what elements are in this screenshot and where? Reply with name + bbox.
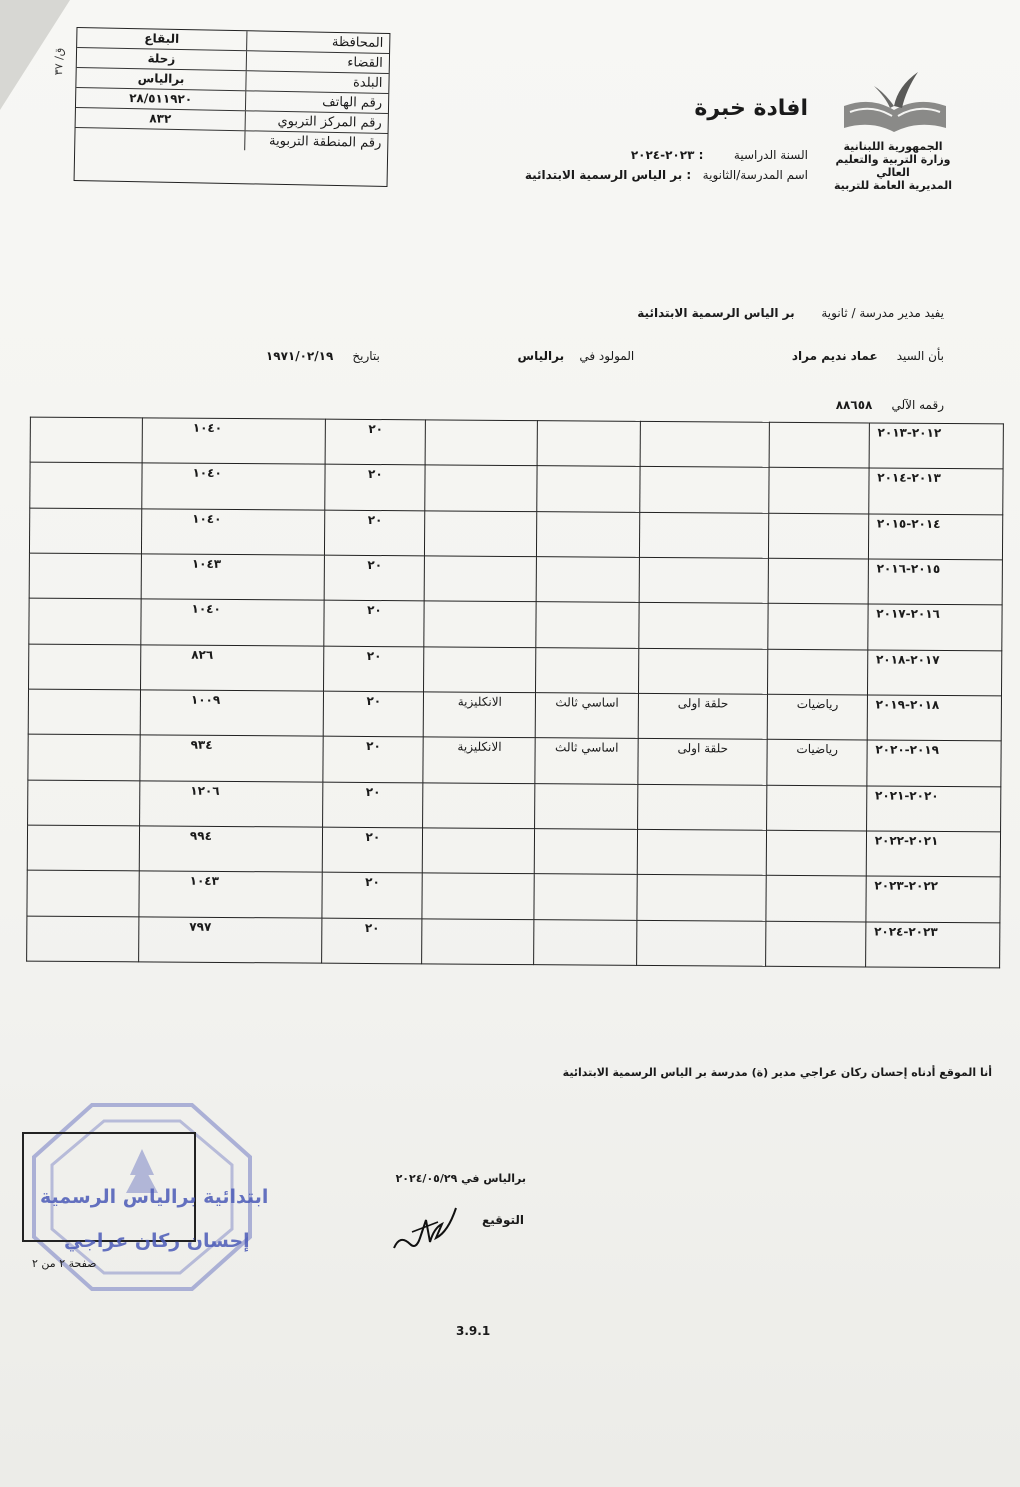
cycle-cell: [637, 829, 767, 875]
hours-cell: ٢٠: [323, 782, 423, 828]
total-cell: ٩٩٤: [139, 826, 323, 873]
empty-cell: [29, 553, 141, 599]
info-value: [75, 128, 244, 150]
person-prefix: بأن السيد: [896, 349, 944, 363]
reg-value: ٨٨٦٥٨: [835, 398, 873, 412]
hours-cell: ٢٠: [323, 736, 423, 782]
cycle-cell: [640, 421, 770, 467]
table-row: [30, 417, 1003, 469]
subject-cell: رياضيات: [768, 694, 868, 740]
born-label: المولود في: [579, 349, 635, 363]
language-cell: [425, 420, 537, 466]
cycle-cell: [640, 467, 770, 513]
reg-label: رقمه الآلي: [891, 398, 944, 412]
level-cell: اساسي ثالث: [535, 738, 638, 784]
info-label: البلدة: [245, 71, 388, 93]
hours-cell: ٢٠: [325, 464, 425, 510]
empty-cell: [27, 870, 139, 916]
total-cell: ١٠٤٠: [141, 509, 325, 556]
language-cell: [425, 556, 537, 602]
school-value: : بر الياس الرسمية الابتدائية: [524, 168, 692, 182]
table-row: [29, 598, 1002, 650]
hours-cell: ٢٠: [324, 600, 424, 646]
year-cell: ٢٠١٥-٢٠١٦: [868, 559, 1003, 605]
document-title: افادة خبرة: [694, 96, 808, 121]
form-code: 3.9.1: [456, 1324, 491, 1338]
total-cell: ١٠٤٠: [141, 599, 325, 646]
intro-school: بر الياس الرسمية الابتدائية: [637, 306, 795, 320]
total-cell: ١٠٤٣: [141, 554, 325, 601]
empty-cell: [30, 417, 142, 463]
location-info-box: [74, 27, 391, 187]
table-row: [29, 508, 1002, 560]
language-cell: الانكليزية: [423, 737, 535, 783]
born-place: برالياس: [517, 349, 565, 363]
table-row: [27, 916, 1000, 968]
language-cell: [424, 601, 536, 647]
level-cell: [537, 557, 640, 603]
info-value: البقاع: [144, 31, 180, 46]
level-cell: [535, 829, 638, 875]
ministry-name: [828, 140, 958, 192]
hours-cell: ٢٠: [322, 872, 422, 918]
year-cell: ٢٠٢٠-٢٠٢١: [866, 786, 1001, 832]
subject-cell: [769, 468, 869, 514]
language-cell: [423, 828, 535, 874]
year-cell: ٢٠١٤-٢٠١٥: [868, 514, 1003, 560]
declaration-text: أنا الموقع أدناه إحسان ركان عراجي مدير (ة) مدرسة بر الياس الرسمية الابتدائية: [562, 1066, 992, 1079]
academic-year-line: [631, 148, 808, 162]
handwritten-signature: [390, 1198, 460, 1258]
stamp-school: ابتدائية برالياس الرسمية: [40, 1186, 269, 1208]
level-cell: [536, 602, 639, 648]
year-cell: ٢٠١٩-٢٠٢٠: [867, 740, 1002, 786]
hours-cell: ٢٠: [322, 918, 422, 964]
table-row: [28, 689, 1001, 741]
table-row: [27, 825, 1000, 877]
table-row: [29, 644, 1002, 696]
hours-cell: ٢٠: [324, 555, 424, 601]
side-note: ق/ ٣٧: [52, 47, 66, 76]
cycle-cell: [637, 875, 767, 921]
subject-cell: [770, 422, 870, 468]
ministry-line-3: المديرية العامة للتربية: [833, 179, 953, 192]
intro-line: [637, 306, 944, 320]
empty-cell: [29, 508, 141, 554]
year-cell: ٢٠١٢-٢٠١٣: [869, 423, 1004, 469]
year-cell: ٢٠١٣-٢٠١٤: [869, 468, 1004, 514]
subject-cell: [768, 604, 868, 650]
cycle-cell: حلقة اولى: [638, 693, 768, 739]
registration-line: [836, 398, 944, 412]
subject-cell: [767, 785, 867, 831]
year-cell: ٢٠١٧-٢٠١٨: [867, 650, 1002, 696]
ministry-logo-icon: [836, 68, 954, 138]
birth-date: ١٩٧١/٠٢/١٩: [265, 349, 334, 363]
empty-cell: [28, 689, 140, 735]
school-name-line: [525, 168, 808, 182]
empty-cell: [29, 644, 141, 690]
hours-cell: ٢٠: [324, 646, 424, 692]
empty-cell: [28, 780, 140, 826]
level-cell: [538, 421, 641, 467]
hours-cell: ٢٠: [325, 419, 425, 465]
cycle-cell: [639, 603, 769, 649]
year-label: السنة الدراسية: [733, 148, 808, 162]
cycle-cell: حلقة اولى: [638, 739, 768, 785]
cycle-cell: [636, 920, 766, 966]
place-date: برالياس في ٢٠٢٤/٠٥/٢٩: [395, 1172, 526, 1185]
total-cell: ١٠٠٩: [140, 690, 324, 737]
hours-cell: ٢٠: [324, 691, 424, 737]
level-cell: [534, 919, 637, 965]
level-cell: [535, 783, 638, 829]
empty-cell: [29, 598, 141, 644]
table-row: [28, 780, 1001, 832]
language-cell: [422, 918, 534, 964]
cycle-cell: [638, 648, 768, 694]
cycle-cell: [639, 557, 769, 603]
hours-cell: ٢٠: [323, 827, 423, 873]
info-value: ٢٨/٥١١٩٢٠: [129, 91, 193, 107]
year-value: : ٢٠٢٣-٢٠٢٤: [630, 148, 704, 162]
language-cell: [425, 511, 537, 557]
year-cell: ٢٠٢٢-٢٠٢٣: [866, 876, 1001, 922]
year-cell: ٢٠٢١-٢٠٢٢: [866, 831, 1001, 877]
cycle-cell: [639, 512, 769, 558]
total-cell: ٩٣٤: [140, 735, 324, 782]
stamp-name: إحسان ركان عراجي: [64, 1230, 250, 1252]
info-value: ٨٣٢: [149, 111, 172, 126]
language-cell: [422, 873, 534, 919]
info-label: رقم المنطقة التربوية: [244, 131, 387, 153]
table-row: [27, 870, 1000, 922]
level-cell: [536, 647, 639, 693]
subject-cell: رياضيات: [767, 740, 867, 786]
total-cell: ٨٢٦: [140, 645, 324, 692]
table-row: [29, 553, 1002, 605]
subject-cell: [768, 649, 868, 695]
info-value: برالياس: [137, 71, 185, 87]
info-label: رقم الهاتف: [245, 91, 388, 113]
year-cell: ٢٠١٨-٢٠١٩: [867, 695, 1002, 741]
language-cell: الانكليزية: [424, 692, 536, 738]
language-cell: [424, 647, 536, 693]
level-cell: [537, 466, 640, 512]
ministry-line-2: وزارة التربية والتعليم العالي: [835, 153, 951, 179]
language-cell: [425, 465, 537, 511]
hours-cell: ٢٠: [325, 510, 425, 556]
empty-cell: [27, 916, 139, 962]
subject-cell: [766, 921, 866, 967]
total-cell: ٧٩٧: [139, 916, 323, 963]
info-label: القضاء: [246, 51, 389, 73]
empty-cell: [27, 825, 139, 871]
total-cell: ١٠٤٠: [142, 418, 326, 465]
ministry-line-1: الجمهورية اللبنانية: [843, 140, 943, 153]
info-label: المحافظة: [246, 31, 389, 53]
year-cell: ٢٠١٦-٢٠١٧: [868, 604, 1003, 650]
info-value: زحلة: [147, 51, 176, 66]
empty-cell: [30, 462, 142, 508]
level-cell: اساسي ثالث: [536, 693, 639, 739]
person-name: عماد نديم مراد: [791, 349, 878, 363]
subject-cell: [766, 876, 866, 922]
date-label: بتاريخ: [352, 349, 380, 363]
intro-prefix: يفيد مدير مدرسة / ثانوية: [821, 306, 944, 320]
year-cell: ٢٠٢٣-٢٠٢٤: [865, 922, 1000, 968]
experience-table: [26, 417, 1004, 969]
school-label: اسم المدرسة/الثانوية: [702, 168, 808, 182]
subject-cell: [767, 830, 867, 876]
total-cell: ١٢٠٦: [140, 781, 324, 828]
signature-label: التوقيع: [482, 1213, 524, 1227]
table-row: [30, 462, 1003, 514]
cycle-cell: [637, 784, 767, 830]
level-cell: [534, 874, 637, 920]
total-cell: ١٠٤٠: [142, 463, 326, 510]
empty-cell: [28, 734, 140, 780]
subject-cell: [769, 558, 869, 604]
person-line: [74, 349, 944, 363]
info-label: رقم المركز التربوي: [245, 111, 388, 133]
subject-cell: [769, 513, 869, 559]
language-cell: [423, 782, 535, 828]
page-number: صفحة ٢ من ٢: [32, 1257, 97, 1270]
level-cell: [537, 511, 640, 557]
table-row: [28, 734, 1001, 786]
total-cell: ١٠٤٣: [139, 871, 323, 918]
